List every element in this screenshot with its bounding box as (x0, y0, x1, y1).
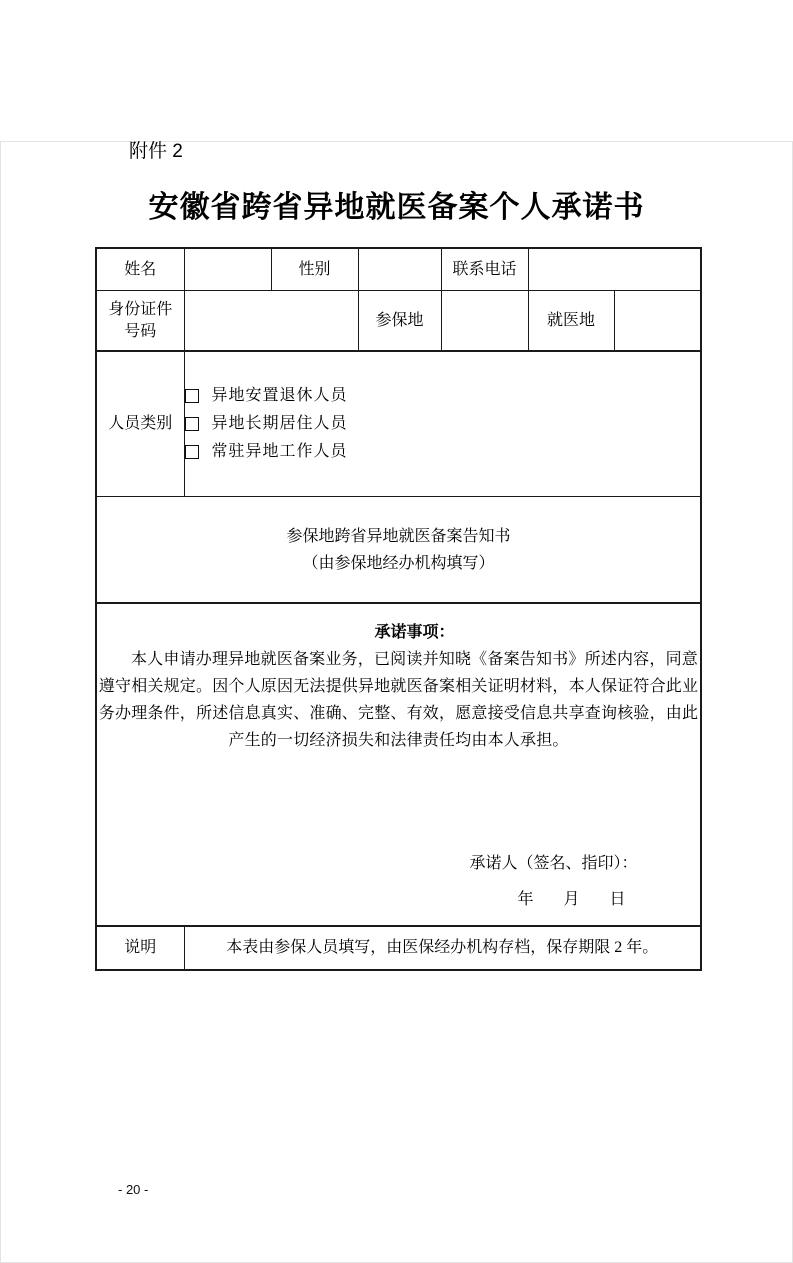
treatment-place-label-cell: 就医地 (528, 291, 614, 352)
row-note (96, 926, 701, 970)
checkbox-icon (185, 417, 199, 431)
row-name-gender-phone (96, 248, 701, 291)
commitment-cell (96, 603, 701, 926)
date-day-label: 日 (609, 891, 626, 908)
commitment-line: 本人申请办理异地就医备案业务，已阅读并知晓《备案告知书》所述内容，同意 (130, 651, 698, 668)
row-person-type (96, 351, 701, 497)
gender-label-cell: 性别 (271, 248, 358, 291)
phone-input-cell (528, 248, 701, 291)
commitment-line: 遵守相关规定。因个人原因无法提供异地就医备案相关证明材料，本人保证符合此业 (98, 678, 699, 695)
checkbox-icon (185, 389, 199, 403)
checkbox-icon (185, 445, 199, 459)
id-label-cell (96, 291, 184, 352)
insured-place-input-cell (441, 291, 528, 352)
commitment-line: 务办理条件，所述信息真实、准确、完整、有效，愿意接受信息共享查询核验，由此 (98, 705, 699, 722)
notice-line-1: 参保地跨省异地就医备案告知书 (286, 527, 511, 545)
phone-label-cell: 联系电话 (441, 248, 528, 291)
commitment-line: 产生的一切经济损失和法律责任均由本人承担。 (228, 732, 569, 749)
commitment-heading: 承诺事项： (374, 624, 455, 641)
notice-line-2: （由参保地经办机构填写） (302, 554, 495, 572)
id-input-cell (184, 291, 358, 352)
date-year-label: 年 (517, 891, 534, 908)
date-month-label: 月 (563, 891, 580, 908)
date-line (97, 890, 700, 910)
name-input-cell (184, 248, 271, 291)
document-title: 安徽省跨省异地就医备案个人承诺书 (148, 191, 645, 224)
person-type-options-cell (184, 351, 701, 497)
document-page (0, 141, 793, 1263)
commitment-form-table (95, 247, 702, 971)
notice-cell (96, 497, 701, 604)
person-type-option-retired (185, 382, 701, 410)
name-label-cell: 姓名 (96, 248, 184, 291)
note-text-cell: 本表由参保人员填写，由医保经办机构存档，保存期限 2 年。 (184, 926, 701, 970)
row-notice (96, 497, 701, 604)
option-label: 异地安置退休人员 (211, 387, 348, 404)
attachment-label: 附件 2 (129, 141, 183, 162)
row-id-places (96, 291, 701, 352)
person-type-option-stationed-worker (185, 438, 701, 466)
treatment-place-input-cell (614, 291, 701, 352)
signature-label: 承诺人（签名、指印）： (469, 855, 638, 872)
id-label: 身份证件号码 (108, 300, 173, 340)
person-type-option-long-term-resident (185, 410, 701, 438)
option-label: 常驻异地工作人员 (211, 443, 348, 460)
person-type-label-cell: 人员类别 (96, 351, 184, 497)
option-label: 异地长期居住人员 (211, 415, 348, 432)
page-number: - 20 - (118, 1182, 149, 1197)
note-label-cell: 说明 (96, 926, 184, 970)
row-commitment (96, 603, 701, 926)
insured-place-label-cell: 参保地 (358, 291, 441, 352)
gender-input-cell (358, 248, 441, 291)
